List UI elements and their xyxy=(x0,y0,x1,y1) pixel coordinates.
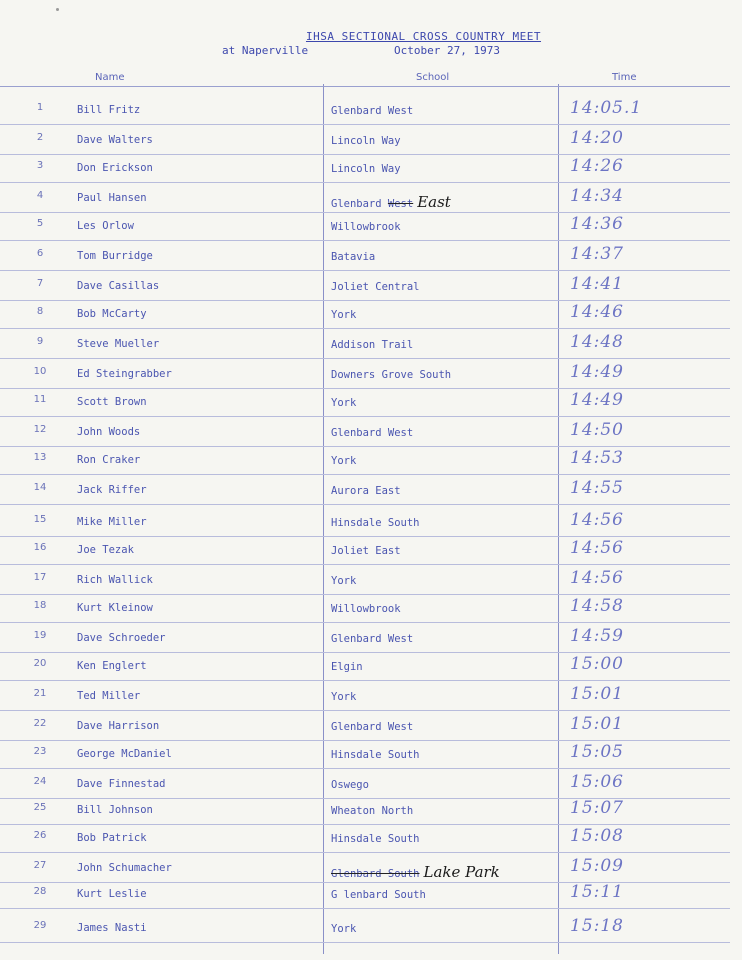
runner-name: Kurt Leslie xyxy=(77,888,147,900)
place-number: 21 xyxy=(33,688,47,699)
school-name: Joliet East xyxy=(331,545,401,557)
school-name: York xyxy=(331,309,357,321)
row-rule xyxy=(0,416,730,417)
school-name: Glenbard West xyxy=(331,105,414,117)
row-rule xyxy=(0,358,730,359)
finish-time: 15:00 xyxy=(570,654,624,674)
school-name: York xyxy=(331,923,357,935)
row-rule xyxy=(0,504,730,505)
row-rule xyxy=(0,154,730,155)
finish-time: 14:37 xyxy=(570,244,624,264)
meet-location: at Naperville xyxy=(222,44,309,57)
runner-name: Dave Harrison xyxy=(77,720,160,732)
place-number: 24 xyxy=(33,776,47,787)
place-number: 16 xyxy=(33,542,47,553)
place-number: 22 xyxy=(33,718,47,729)
row-rule xyxy=(0,388,730,389)
runner-name: John Woods xyxy=(77,426,141,438)
runner-name: Dave Walters xyxy=(77,134,153,146)
school-name: Downers Grove South xyxy=(331,369,452,381)
runner-name: Ted Miller xyxy=(77,690,141,702)
row-rule xyxy=(0,680,730,681)
runner-name: Bill Johnson xyxy=(77,804,153,816)
school-prefix: Glenbard xyxy=(331,198,388,210)
school-name: Lincoln Way xyxy=(331,135,401,147)
finish-time: 14:41 xyxy=(570,274,624,294)
finish-time: 14:34 xyxy=(570,186,624,206)
finish-time: 14:53 xyxy=(570,448,624,468)
finish-time: 14:49 xyxy=(570,362,624,382)
finish-time: 14:55 xyxy=(570,478,624,498)
school-name: Glenbard West xyxy=(331,721,414,733)
runner-name: Dave Schroeder xyxy=(77,632,166,644)
finish-time: 14:20 xyxy=(570,128,624,148)
row-rule xyxy=(0,710,730,711)
column-header-school: School xyxy=(416,72,450,83)
finish-time: 14:26 xyxy=(570,156,624,176)
place-number: 15 xyxy=(33,514,47,525)
school-name xyxy=(331,193,451,211)
finish-time: 14:46 xyxy=(570,302,624,322)
finish-time: 15:01 xyxy=(570,714,624,734)
school-name: York xyxy=(331,691,357,703)
school-name: Willowbrook xyxy=(331,221,401,233)
school-name: Oswego xyxy=(331,779,369,791)
runner-name: Steve Mueller xyxy=(77,338,160,350)
runner-name: Ron Craker xyxy=(77,454,141,466)
runner-name: James Nasti xyxy=(77,922,147,934)
finish-time: 14:49 xyxy=(570,390,624,410)
school-handwritten-correction: East xyxy=(417,193,451,211)
column-header-name: Name xyxy=(95,72,125,83)
finish-time: 14:56 xyxy=(570,538,624,558)
school-name: Wheaton North xyxy=(331,805,414,817)
school-name: Batavia xyxy=(331,251,376,263)
school-name: Hinsdale South xyxy=(331,517,420,529)
place-number: 8 xyxy=(36,306,44,317)
place-number: 19 xyxy=(33,630,47,641)
place-number: 18 xyxy=(33,600,47,611)
school-name: Glenbard West xyxy=(331,427,414,439)
place-number: 29 xyxy=(33,920,47,931)
place-number: 7 xyxy=(36,278,44,289)
row-rule xyxy=(0,594,730,595)
school-name: Addison Trail xyxy=(331,339,414,351)
place-number: 3 xyxy=(36,160,44,171)
row-rule xyxy=(0,622,730,623)
place-number: 17 xyxy=(33,572,47,583)
place-number: 2 xyxy=(36,132,44,143)
finish-time: 14:56 xyxy=(570,568,624,588)
runner-name: Rich Wallick xyxy=(77,574,153,586)
place-number: 4 xyxy=(36,190,44,201)
row-rule xyxy=(0,212,730,213)
school-struck-out: West xyxy=(387,198,414,210)
school-name: Elgin xyxy=(331,661,363,673)
finish-time: 15:11 xyxy=(570,882,624,902)
finish-time: 14:59 xyxy=(570,626,624,646)
school-name: Hinsdale South xyxy=(331,833,420,845)
finish-time: 15:09 xyxy=(570,856,624,876)
finish-time: 15:07 xyxy=(570,798,624,818)
row-rule xyxy=(0,536,730,537)
row-rule xyxy=(0,908,730,909)
place-number: 26 xyxy=(33,830,47,841)
row-rule xyxy=(0,768,730,769)
runner-name: Jack Riffer xyxy=(77,484,147,496)
school-name: York xyxy=(331,575,357,587)
runner-name: Bob McCarty xyxy=(77,308,147,320)
finish-time: 15:01 xyxy=(570,684,624,704)
finish-time: 14:58 xyxy=(570,596,624,616)
row-rule xyxy=(0,446,730,447)
place-number: 28 xyxy=(33,886,47,897)
school-name: Aurora East xyxy=(331,485,401,497)
finish-time: 15:05 xyxy=(570,742,624,762)
finish-time: 14:05.1 xyxy=(570,98,643,118)
school-name: Hinsdale South xyxy=(331,749,420,761)
page-title: IHSA SECTIONAL CROSS COUNTRY MEET xyxy=(305,30,542,43)
row-rule xyxy=(0,652,730,653)
runner-name: Don Erickson xyxy=(77,162,153,174)
school-name: Lincoln Way xyxy=(331,163,401,175)
row-rule xyxy=(0,852,730,853)
school-name: York xyxy=(331,455,357,467)
runner-name: George McDaniel xyxy=(77,748,172,760)
runner-name: Les Orlow xyxy=(77,220,134,232)
finish-time: 15:08 xyxy=(570,826,624,846)
place-number: 13 xyxy=(33,452,47,463)
row-rule xyxy=(0,564,730,565)
place-number: 25 xyxy=(33,802,47,813)
row-rule xyxy=(0,182,730,183)
place-number: 12 xyxy=(33,424,47,435)
place-number: 9 xyxy=(36,336,44,347)
runner-name: Ed Steingrabber xyxy=(77,368,172,380)
runner-name: Kurt Kleinow xyxy=(77,602,153,614)
school-struck-out: Glenbard South xyxy=(331,868,420,880)
runner-name: Bob Patrick xyxy=(77,832,147,844)
punch-mark xyxy=(56,8,59,11)
finish-time: 14:56 xyxy=(570,510,624,530)
school-name: Glenbard West xyxy=(331,633,414,645)
place-number: 1 xyxy=(36,102,44,113)
place-number: 27 xyxy=(33,860,47,871)
place-number: 10 xyxy=(33,366,47,377)
runner-name: Bill Fritz xyxy=(77,104,141,116)
school-name: Joliet Central xyxy=(331,281,420,293)
row-rule xyxy=(0,474,730,475)
row-rule xyxy=(0,270,730,271)
row-rule xyxy=(0,240,730,241)
row-rule xyxy=(0,124,730,125)
school-name: Willowbrook xyxy=(331,603,401,615)
school-name: G lenbard South xyxy=(331,889,426,901)
school-name: York xyxy=(331,397,357,409)
runner-name: Ken Englert xyxy=(77,660,147,672)
place-number: 14 xyxy=(33,482,47,493)
runner-name: Paul Hansen xyxy=(77,192,147,204)
finish-time: 14:50 xyxy=(570,420,624,440)
meet-date: October 27, 1973 xyxy=(394,44,500,57)
runner-name: Dave Finnestad xyxy=(77,778,166,790)
finish-time: 14:36 xyxy=(570,214,624,234)
row-rule xyxy=(0,824,730,825)
row-rule xyxy=(0,300,730,301)
place-number: 11 xyxy=(33,394,47,405)
column-header-time: Time xyxy=(612,72,637,83)
school-handwritten-correction: Lake Park xyxy=(423,863,500,881)
finish-time: 14:48 xyxy=(570,332,624,352)
runner-name: Mike Miller xyxy=(77,516,147,528)
finish-time: 15:18 xyxy=(570,916,624,936)
runner-name: Dave Casillas xyxy=(77,280,160,292)
place-number: 23 xyxy=(33,746,47,757)
place-number: 5 xyxy=(36,218,44,229)
row-rule xyxy=(0,740,730,741)
runner-name: Tom Burridge xyxy=(77,250,153,262)
row-rule xyxy=(0,942,730,943)
school-name xyxy=(331,863,500,881)
finish-time: 15:06 xyxy=(570,772,624,792)
header-rule xyxy=(0,86,730,87)
runner-name: Joe Tezak xyxy=(77,544,134,556)
row-rule xyxy=(0,328,730,329)
runner-name: Scott Brown xyxy=(77,396,147,408)
runner-name: John Schumacher xyxy=(77,862,172,874)
place-number: 20 xyxy=(33,658,47,669)
place-number: 6 xyxy=(36,248,44,259)
